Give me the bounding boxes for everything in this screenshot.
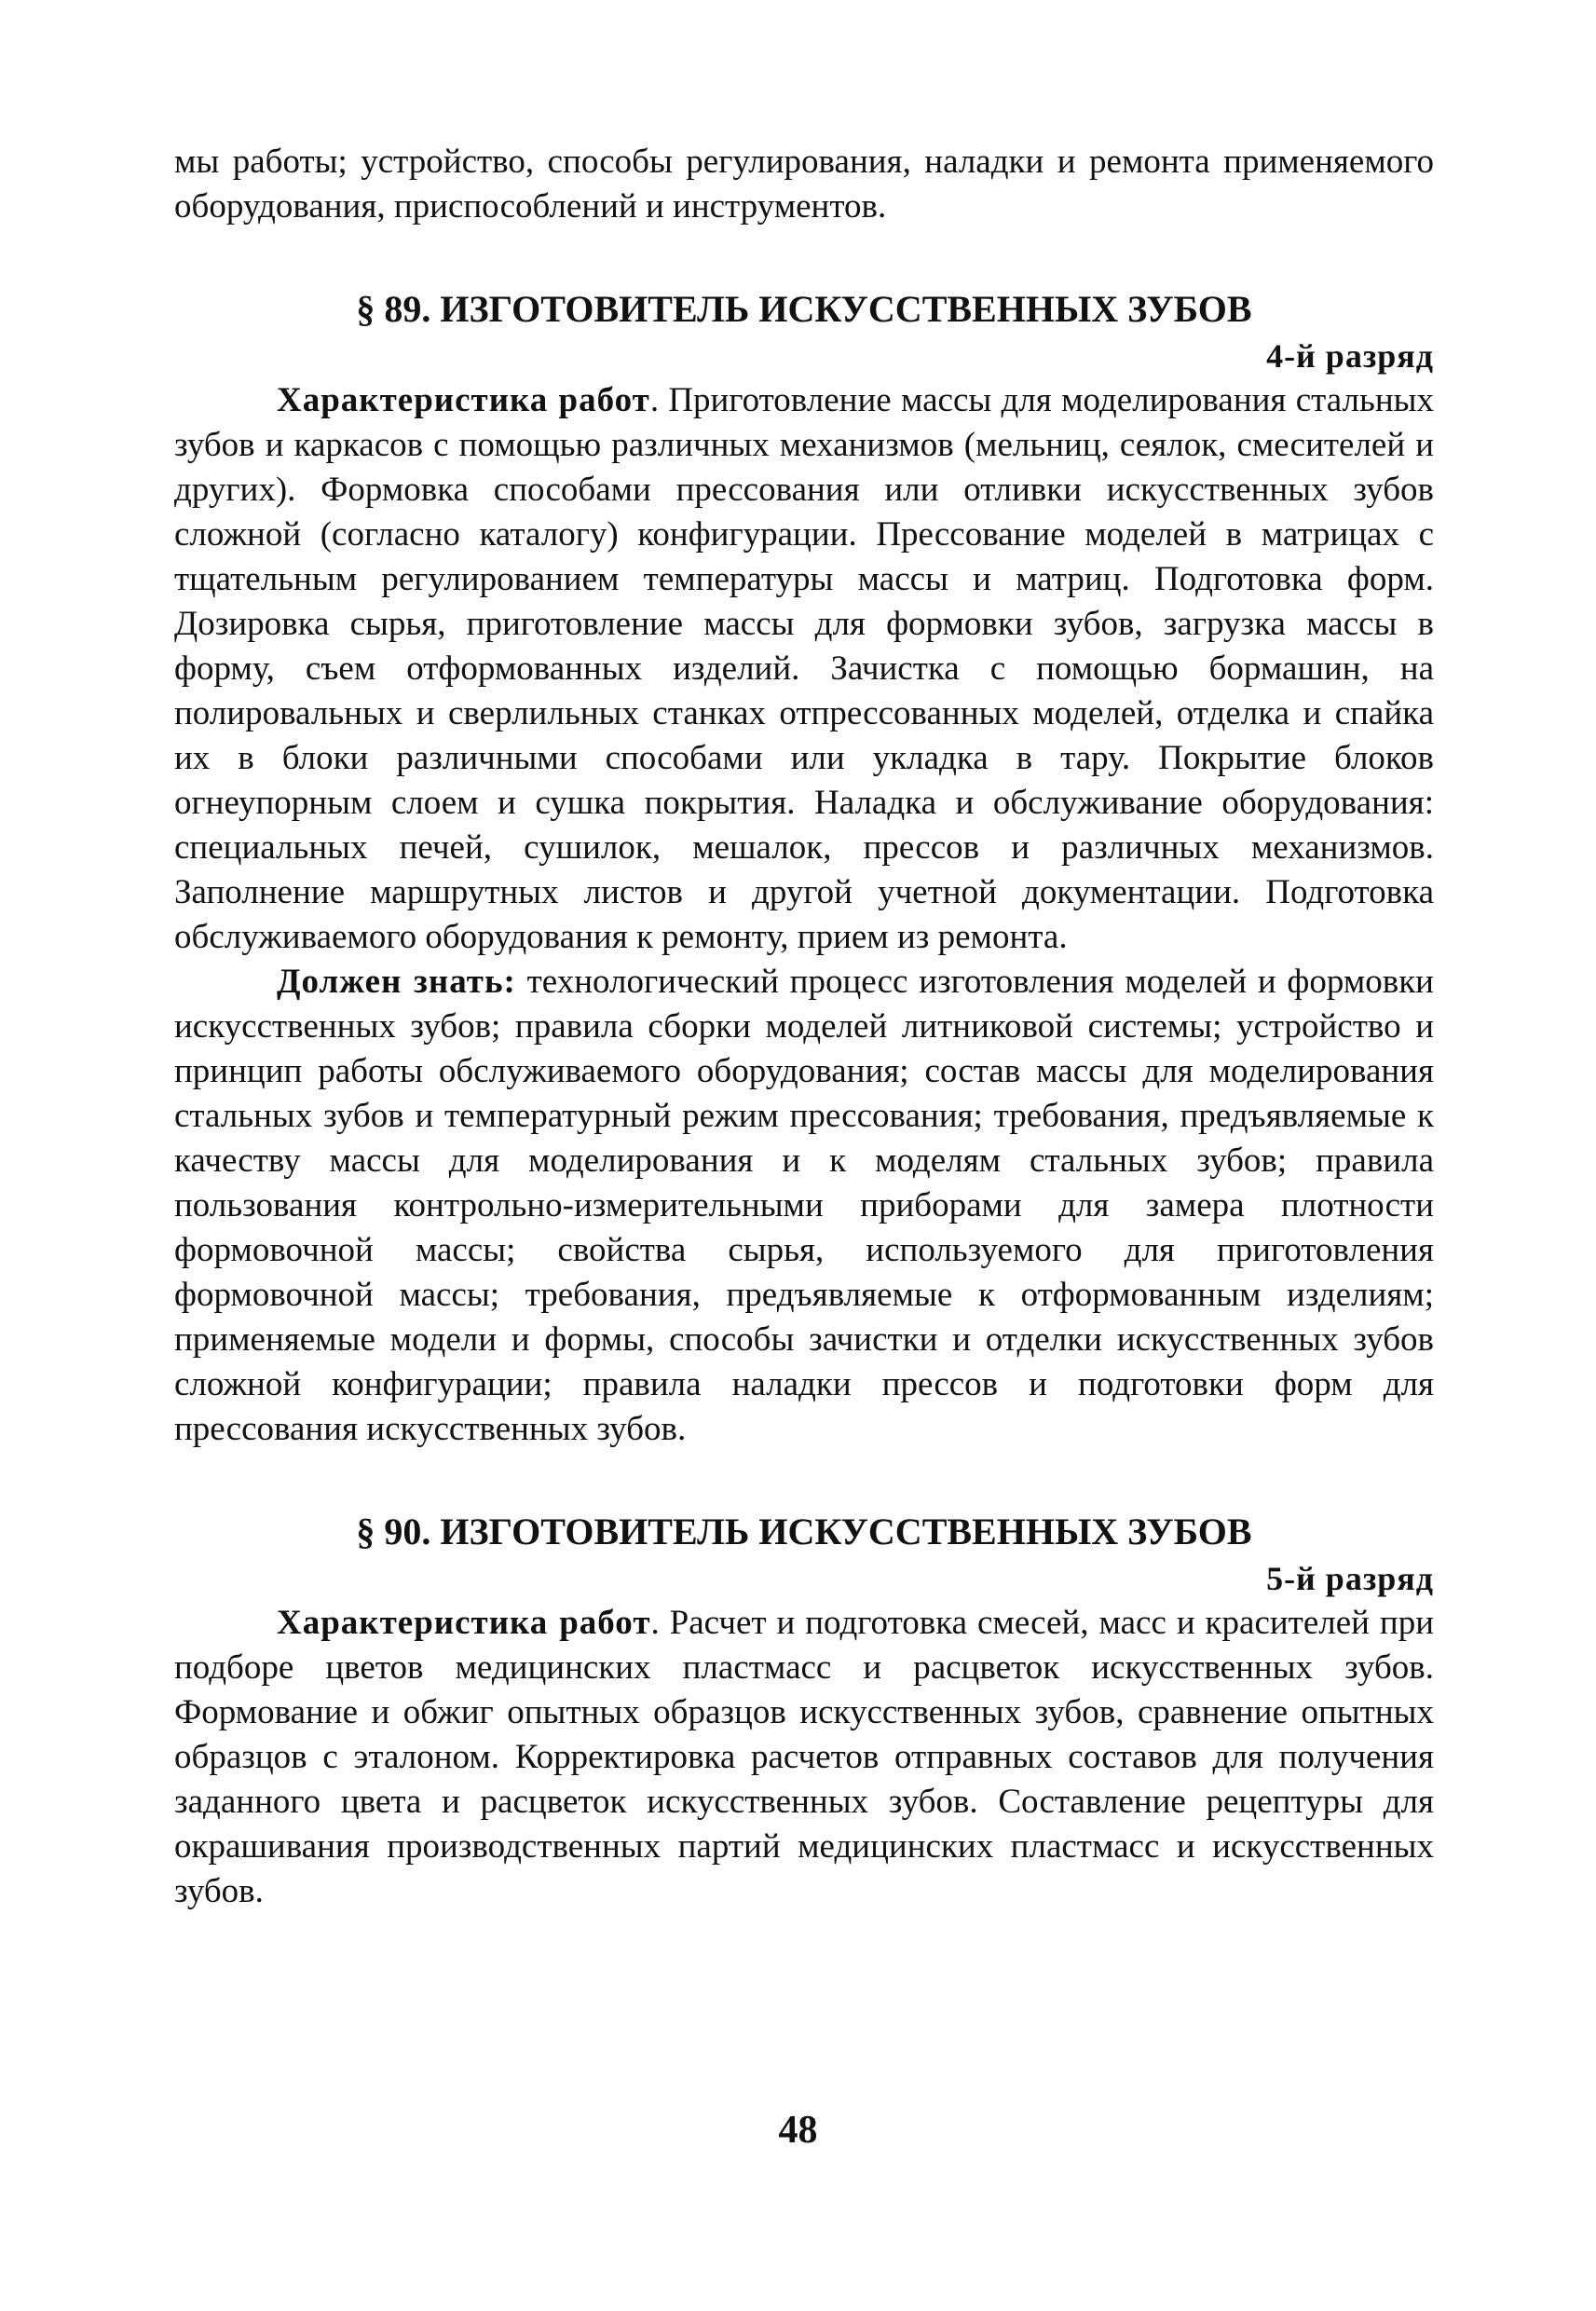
section-89 [174,285,1434,1452]
document-page [174,140,1434,1914]
characteristics-paragraph [174,378,1434,960]
section-title: § 90. ИЗГОТОВИТЕЛЬ ИСКУССТВЕННЫХ ЗУБОВ [356,1511,1252,1552]
section-90 [174,1508,1434,1914]
characteristics-label: Характеристика работ [277,381,650,419]
characteristics-text: . Расчет и подготовка смесей, масс и красителей при подборе цветов медицинских пластмасс и расцветок искусственных зубов. Формование и обжиг опытных образцов искусственных зубов, сравнение опытных образцов с эталоном. Корректировка расчетов отправных составов для получения заданного цвета и расцветок искусственных зубов. Составление рецептуры для окрашивания производственных партий медицинских пластмасс и искусственных зубов. [174,1604,1434,1910]
grade-label: 4-й разряд [1266,337,1434,375]
knowledge-text: технологический процесс изготовления моделей и формовки искусственных зубов; правила сборки моделей литниковой системы; устройство и принцип работы обслуживаемого оборудования; состав массы для моделирования стальных зубов и температурный режим прессования; требования, предъявляемые к качеству массы для моделирования и к моделям стальных зубов; правила пользования контрольно-измерительными приборами для замера плотности формовочной массы; свойства сырья, используемого для приготовления формовочной массы; требования, предъявляемые к отформованным изделиям; применяемые модели и формы, способы зачистки и отделки искусственных зубов сложной конфигурации; правила наладки прессов и подготовки форм для прессования искусственных зубов. [174,963,1434,1448]
knowledge-paragraph [174,960,1434,1452]
grade-label: 5-й разряд [1266,1560,1434,1597]
section-title: § 89. ИЗГОТОВИТЕЛЬ ИСКУССТВЕННЫХ ЗУБОВ [356,288,1252,330]
knowledge-label: Должен знать: [277,963,516,1001]
page-number: 48 [778,2109,818,2152]
intro-paragraph: мы работы; устройство, способы регулирования, наладки и ремонта применяемого оборудования, приспособлений и инструментов. [174,143,1434,226]
characteristics-label: Характеристика работ [277,1604,651,1642]
characteristics-paragraph [174,1601,1434,1914]
characteristics-text: . Приготовление массы для моделирования стальных зубов и каркасов с помощью различных механизмов (мельниц, сеялок, смесителей и других). Формовка способами прессования или отливки искусственных зубов сложной (согласно каталогу) конфигурации. Прессование моделей в матрицах с тщательным регулированием температуры массы и матриц. Подготовка форм. Дозировка сырья, приготовление массы для формовки зубов, загрузка массы в форму, съем отформованных изделий. Зачистка с помощью бормашин, на полировальных и сверлильных станках отпрессованных моделей, отделка и спайка их в блоки различными способами или укладка в тару. Покрытие блоков огнеупорным слоем и сушка покрытия. Наладка и обслуживание оборудования: специальных печей, сушилок, мешалок, прессов и различных механизмов. Заполнение маршрутных листов и другой учетной документации. Подготовка обслуживаемого оборудования к ремонту, прием из ремонта. [174,381,1434,956]
